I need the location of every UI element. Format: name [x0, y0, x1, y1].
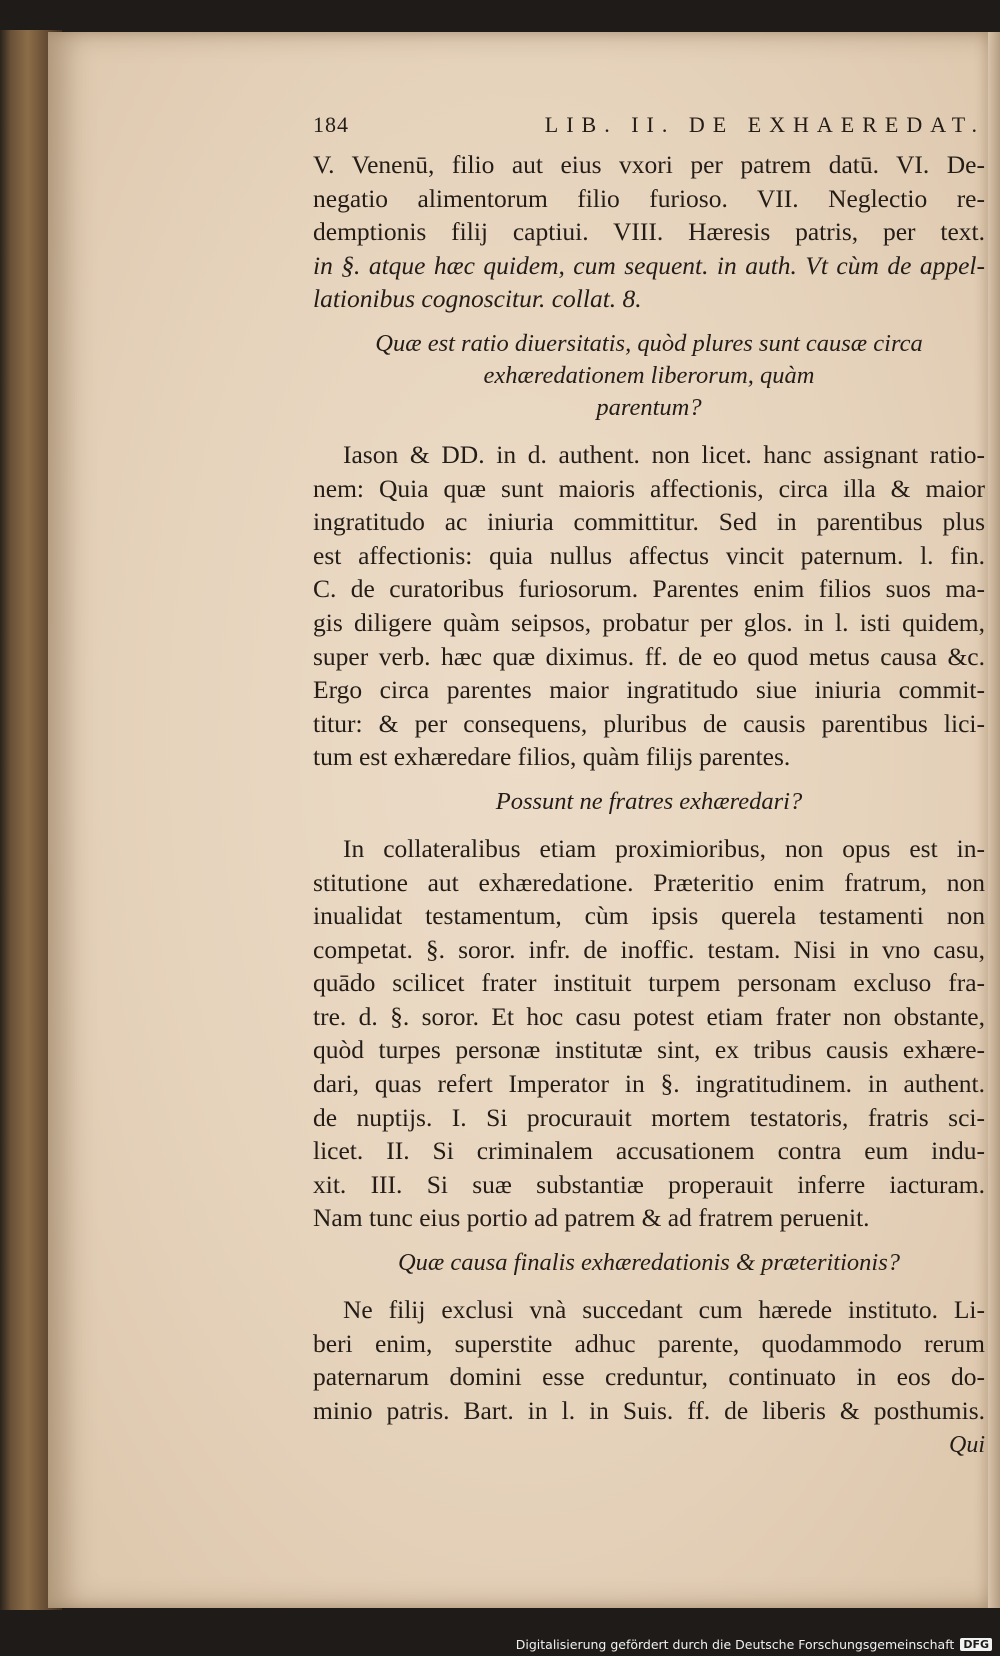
question-heading	[313, 786, 985, 818]
page-text	[313, 108, 985, 1463]
text-line: V. Venenū, filio aut eius vxori per patrem datū. VI. De-	[313, 150, 985, 179]
text-line: inualidat testamentum, cùm ipsis querela testamenti non	[313, 901, 985, 931]
question-heading	[313, 328, 985, 424]
running-title: LIB. II. DE EXHAEREDAT.	[544, 112, 985, 137]
text-line: Nam tunc eius portio ad patrem & ad fratrem peruenit.	[313, 1203, 870, 1233]
text-line: competat. §. soror. infr. de inoffic. testam. Nisi in vno casu,	[313, 934, 985, 964]
text-line: In collateralibus etiam proximioribus, non opus est in-	[343, 833, 985, 863]
text-line: Ne filij exclusi vnà succedant cum hærede instituto. Li-	[343, 1295, 985, 1325]
text-line: xit. III. Si suæ substantiæ properauit inferre iacturam.	[313, 1169, 985, 1199]
paragraph-ratio	[313, 438, 985, 774]
text-line: negatio alimentorum filio furioso. VII. Neglectio re-	[313, 183, 985, 213]
text-line: stitutione aut exhæredatione. Præteritio enim fratrum, non	[313, 867, 985, 897]
page-edge	[988, 32, 1000, 1608]
text-line: lationibus cognoscitur. collat. 8.	[313, 284, 642, 314]
footer-credit: Digitalisierung gefördert durch die Deutsche Forschungsgemeinschaft	[515, 1637, 955, 1652]
text-line: paternarum domini esse creduntur, continuato in eos do-	[313, 1362, 985, 1392]
text-line: quādo scilicet frater instituit turpem personam excluso fra-	[313, 968, 985, 998]
paragraph-fratres	[313, 832, 985, 1235]
heading-line: Quæ est ratio diuersitatis, quòd plures sunt causæ circa	[375, 329, 923, 357]
text-line: gis diligere quàm seipsos, probatur per glos. in l. isti quidem,	[313, 607, 985, 637]
text-line: ingratitudo ac iniuria committitur. Sed in parentibus plus	[313, 507, 985, 537]
dfg-logo: DFG	[960, 1638, 992, 1651]
digitization-footer	[516, 1637, 992, 1652]
paragraph-causes	[313, 148, 985, 316]
paragraph-causa-finalis	[313, 1293, 985, 1427]
text-line: quòd turpes personæ institutæ sint, ex tribus causis exhære-	[313, 1035, 985, 1065]
text-line: in §. atque hæc quidem, cum sequent. in auth. Vt cùm de appel-	[313, 250, 985, 280]
text-line: demptionis filij captiui. VIII. Hæresis patris, per text.	[313, 217, 985, 247]
question-heading	[313, 1247, 985, 1279]
text-line: licet. II. Si criminalem accusationem contra eum indu-	[313, 1136, 985, 1166]
text-line: Iason & DD. in d. authent. non licet. hanc assignant ratio-	[343, 439, 985, 469]
text-line: nem: Quia quæ sunt maioris affectionis, circa illa & maior	[313, 473, 985, 503]
text-line: super verb. hæc quæ diximus. ff. de eo quod metus causa &c.	[313, 641, 985, 671]
heading-line: parentum?	[596, 393, 702, 421]
heading-line: Possunt ne fratres exhæredari?	[495, 787, 803, 815]
text-line: beri enim, superstite adhuc parente, quodammodo rerum	[313, 1328, 985, 1358]
page-number: 184	[313, 112, 349, 137]
text-line: de nuptijs. I. Si procurauit mortem testatoris, fratris sci-	[313, 1102, 985, 1132]
catchword: Qui	[949, 1432, 985, 1459]
heading-line: exhæredationem liberorum, quàm	[483, 361, 815, 389]
text-line: minio patris. Bart. in l. in Suis. ff. de liberis & posthumis.	[313, 1395, 985, 1425]
text-line: tre. d. §. soror. Et hoc casu potest etiam frater non obstante,	[313, 1001, 985, 1031]
running-head	[313, 108, 985, 148]
text-line: est affectionis: quia nullus affectus vincit paternum. l. fin.	[313, 540, 985, 570]
heading-line: Quæ causa finalis exhæredationis & præteritionis?	[397, 1249, 901, 1277]
text-line: tum est exhæredare filios, quàm filijs parentes.	[313, 742, 791, 772]
text-line: C. de curatoribus furiosorum. Parentes enim filios suos ma-	[313, 574, 985, 604]
text-line: Ergo circa parentes maior ingratitudo siue iniuria commit-	[313, 675, 985, 705]
text-line: titur: & per consequens, pluribus de causis parentibus lici-	[313, 708, 985, 738]
text-line: dari, quas refert Imperator in §. ingratitudinem. in authent.	[313, 1069, 985, 1099]
